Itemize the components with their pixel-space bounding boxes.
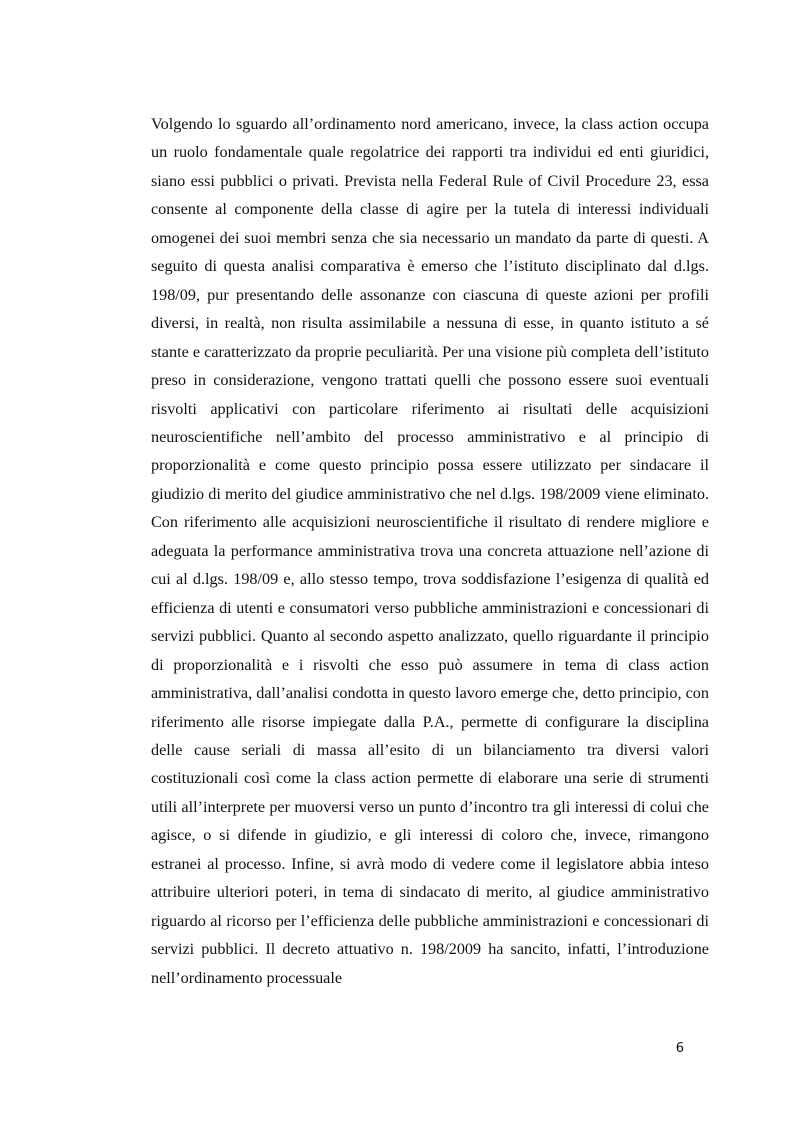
body-paragraph: Volgendo lo sguardo all’ordinamento nord americano, invece, la class action occupa un ruolo fondamentale quale regolatrice dei rapporti tra individui ed enti giuridici, siano essi pubblici o privati. Prevista nella Federal Rule of Civil Procedure 23, essa consente al componente della classe di agire per la tutela di interessi individuali omogenei dei suoi membri senza che sia necessario un mandato da parte di questi. A seguito di questa analisi comparativa è emerso che l’istituto disciplinato dal d.lgs. 198/09, pur presentando delle assonanze con ciascuna di queste azioni per profili diversi, in realtà, non risulta assimilabile a nessuna di esse, in quanto istituto a sé stante e caratterizzato da proprie peculiarità. Per una visione più completa dell’istituto preso in considerazione, vengono trattati quelli che possono essere suoi eventuali risvolti applicativi con particolare riferimento ai risultati delle acquisizioni neuroscientifiche nell’ambito del processo amministrativo e al principio di proporzionalità e come questo principio possa essere utilizzato per sindacare il giudizio di merito del giudice amministrativo che nel d.lgs. 198/2009 viene eliminato. Con riferimento alle acquisizioni neuroscientifiche il risultato di rendere migliore e adeguata la performance amministrativa trova una concreta attuazione nell’azione di cui al d.lgs. 198/09 e, allo stesso tempo, trova soddisfazione l’esigenza di qualità ed efficienza di utenti e consumatori verso pubbliche amministrazioni e concessionari di servizi pubblici. Quanto al secondo aspetto analizzato, quello riguardante il principio di proporzionalità e i risvolti che esso può assumere in tema di class action amministrativa, dall’analisi condotta in questo lavoro emerge che, detto principio, con riferimento alle risorse impiegate dalla P.A., permette di configurare la disciplina delle cause seriali di massa all’esito di un bilanciamento tra diversi valori costituzionali così come la class action permette di elaborare una serie di strumenti utili all’interprete per muoversi verso un punto d’incontro tra gli interessi di colui che agisce, o si difende in giudizio, e gli interessi di coloro che, invece, rimangono estranei al processo. Infine, si avrà modo di vedere come il legislatore abbia inteso attribuire ulteriori poteri, in tema di sindacato di merito, al giudice amministrativo riguardo al ricorso per l’efficienza delle pubbliche amministrazioni e concessionari di servizi pubblici. Il decreto attuativo n. 198/2009 ha sancito, infatti, l’introduzione nell’ordinamento processuale <box>151 115 709 987</box>
page-number: 6 <box>675 1041 684 1056</box>
